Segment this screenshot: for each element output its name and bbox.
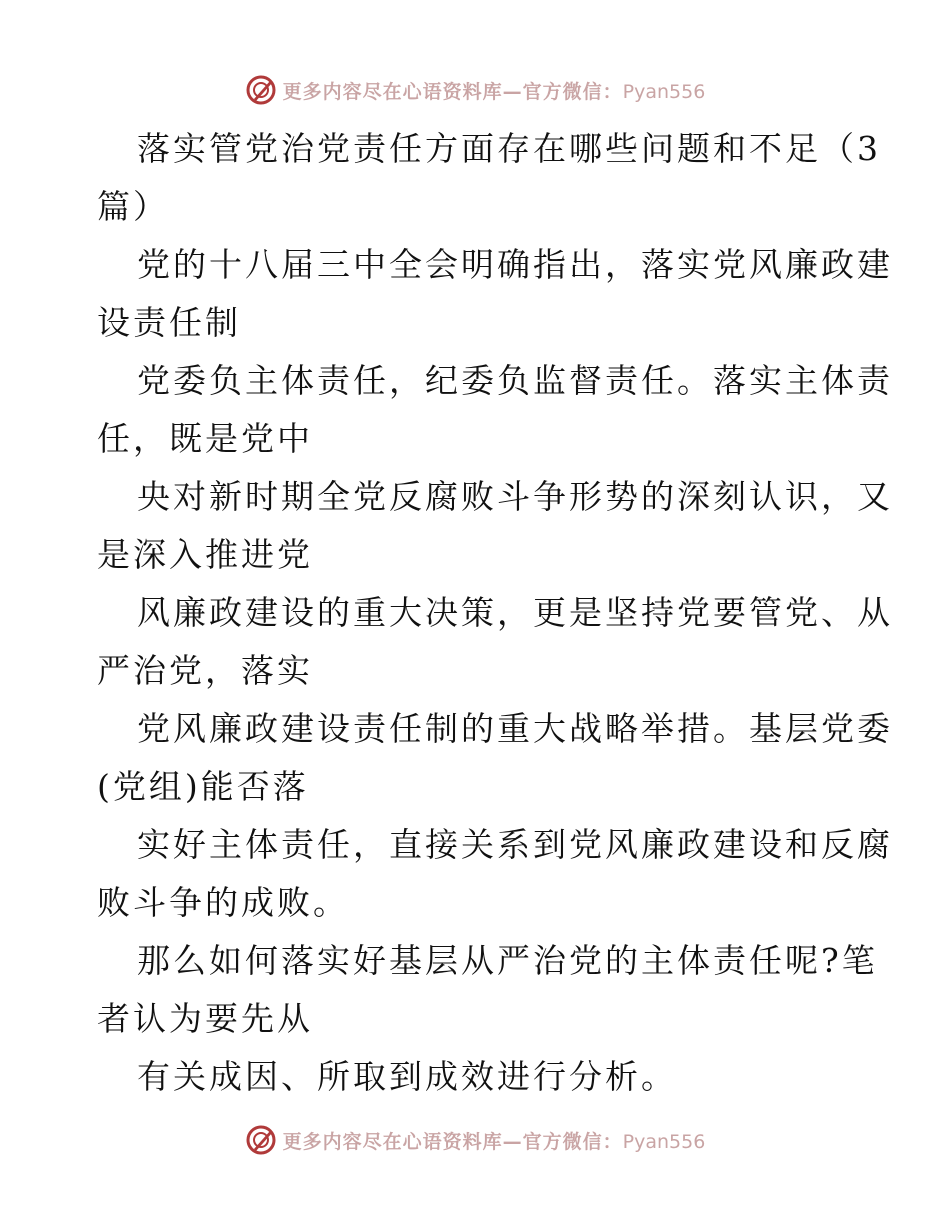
watermark-wechat-id: Pyan556: [622, 80, 706, 103]
header-watermark: [0, 72, 950, 108]
doc-line: 败斗争的成败。: [97, 883, 349, 922]
doc-line: 设责任制: [97, 303, 241, 342]
doc-line: 党委负主体责任，纪委负监督责任。落实主体责: [137, 361, 893, 400]
doc-line: 党的十八届三中全会明确指出，落实党风廉政建: [137, 245, 893, 284]
doc-line: 党风廉政建设责任制的重大战略举措。基层党委: [137, 709, 893, 748]
doc-line: 篇）: [97, 187, 169, 226]
doc-line: 严治党，落实: [97, 651, 313, 690]
doc-line: 任，既是党中: [97, 419, 313, 458]
doc-line: 那么如何落实好基层从严治党的主体责任呢?笔: [137, 941, 878, 980]
doc-line: 有关成因、所取到成效进行分析。: [137, 1057, 677, 1096]
doc-line: (党组)能否落: [97, 767, 309, 806]
doc-line: 实好主体责任，直接关系到党风廉政建设和反腐: [137, 825, 893, 864]
doc-line: 落实管党治党责任方面存在哪些问题和不足（3: [137, 129, 881, 168]
doc-line: 风廉政建设的重大决策，更是坚持党要管党、从: [137, 593, 893, 632]
watermark-text: 更多内容尽在心语资料库—官方微信：Pyan556: [282, 80, 706, 103]
pen-logo-icon: [245, 74, 277, 106]
document-body: [97, 120, 893, 1106]
watermark-text: 更多内容尽在心语资料库—官方微信：Pyan556: [282, 1130, 706, 1153]
doc-line: 者认为要先从: [97, 999, 313, 1038]
doc-line: 央对新时期全党反腐败斗争形势的深刻认识，又: [137, 477, 893, 516]
footer-watermark: [0, 1122, 950, 1158]
watermark-wechat-id: Pyan556: [622, 1130, 706, 1153]
pen-logo-icon: [245, 1124, 277, 1156]
doc-line: 是深入推进党: [97, 535, 313, 574]
